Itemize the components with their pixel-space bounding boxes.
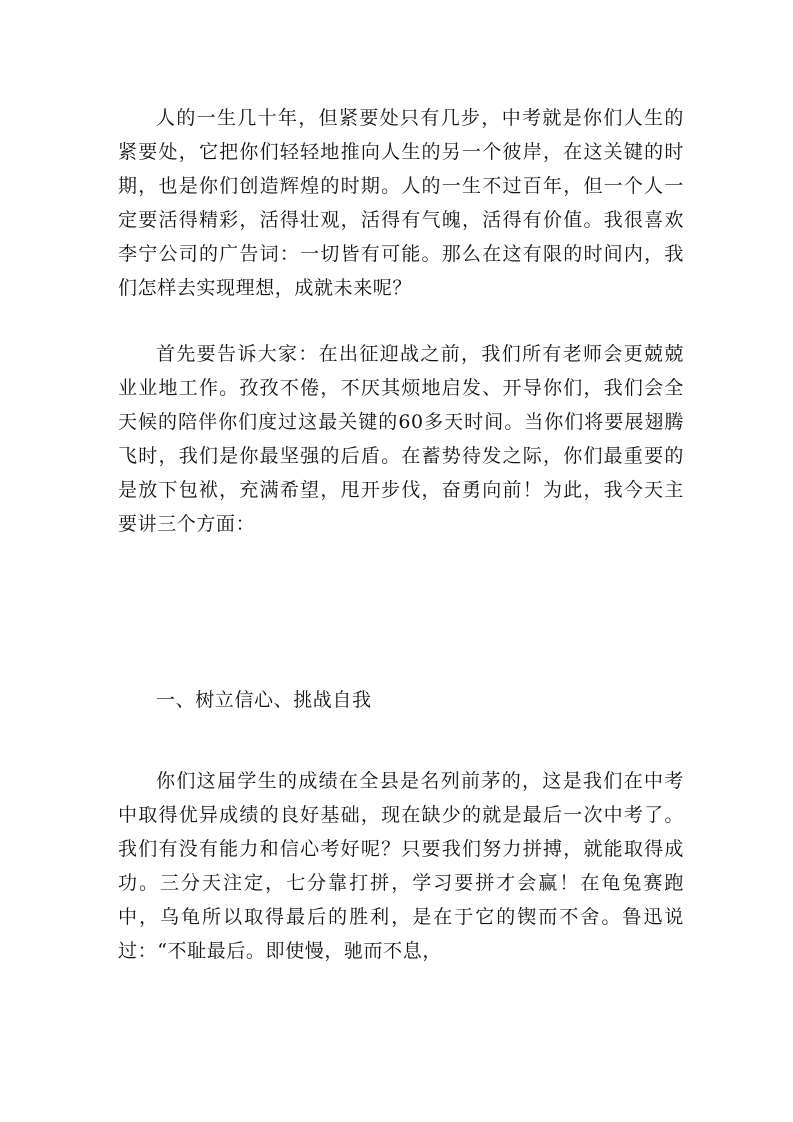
paragraph-teachers-promise: 首先要告诉大家：在出征迎战之前，我们所有老师会更兢兢业业地工作。孜孜不倦，不厌其烦地启发、开导你们，我们会全天候的陪伴你们度过这最关键的60多天时间。当你们将要展翅腾飞时，我们是你最坚强的后盾。在蓄势待发之际，你们最重要的是放下包袱，充满希望，甩开步伐，奋勇向前！为此，我今天主要讲三个方面： [118,343,684,535]
paragraph-intro: 人的一生几十年，但紧要处只有几步，中考就是你们人生的紧要处，它把你们轻轻地推向人生的另一个彼岸，在这关键的时期，也是你们创造辉煌的时期。人的一生不过百年，但一个人一定要活得精彩，活得壮观，活得有气魄，活得有价值。我很喜欢李宁公司的广告词：一切皆有可能。那么在这有限的时间内，我们怎样去实现理想，成就未来呢？ [118,107,684,299]
section-heading: 一、树立信心、挑战自我 [156,689,372,711]
paragraph-confidence: 你们这届学生的成绩在全县是名列前茅的，这是我们在中考中取得优异成绩的良好基础，现在缺少的就是最后一次中考了。我们有没有能力和信心考好呢？只要我们努力拼搏，就能取得成功。三分天注定，七分靠打拼，学习要拼才会赢！在龟兔赛跑中，乌龟所以取得最后的胜利，是在于它的锲而不舍。鲁迅说过：“不耻最后。即使慢，驰而不息， [118,770,684,962]
